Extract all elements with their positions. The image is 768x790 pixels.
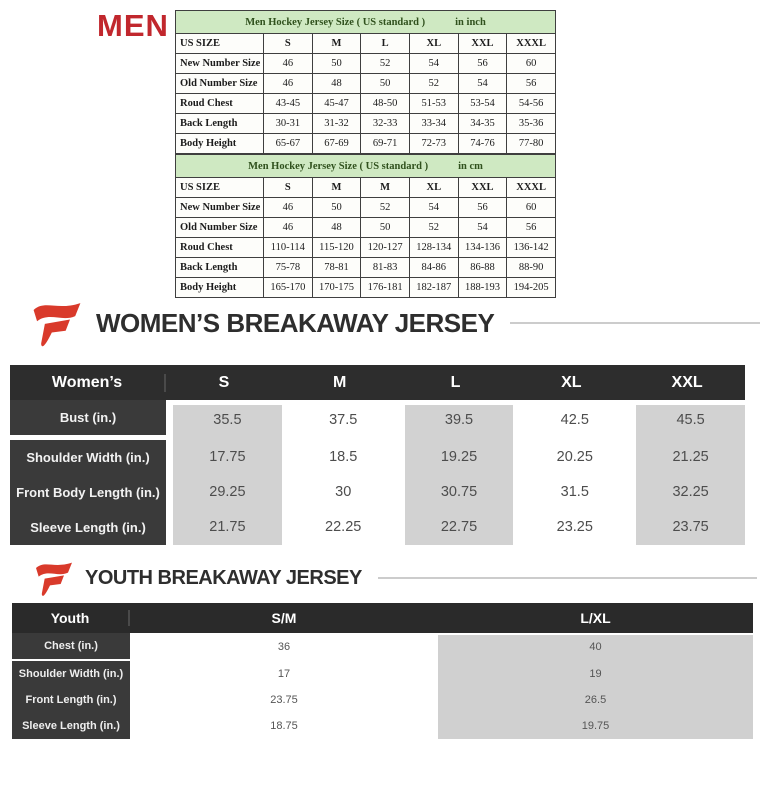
size-cell: 33-34 xyxy=(409,114,458,134)
corner-cell: US SIZE xyxy=(176,178,264,198)
womens-size-table xyxy=(10,365,745,545)
size-cell: 26.5 xyxy=(438,687,753,713)
size-cell: 54 xyxy=(458,218,507,238)
size-cell: 19 xyxy=(438,661,753,687)
men-size-tables xyxy=(175,10,556,298)
size-cell: 128-134 xyxy=(409,238,458,258)
caption-unit: in inch xyxy=(455,16,486,28)
size-cell: 69-71 xyxy=(361,134,410,154)
size-header-cell: M xyxy=(361,178,410,198)
corner-cell: US SIZE xyxy=(176,34,264,54)
size-cell: 48-50 xyxy=(361,94,410,114)
size-cell: 194-205 xyxy=(507,278,556,298)
size-cell: 86-88 xyxy=(458,258,507,278)
table-row xyxy=(176,94,556,114)
size-cell: 52 xyxy=(361,54,410,74)
row-label: Sleeve Length (in.) xyxy=(12,713,130,739)
size-cell: 56 xyxy=(458,198,507,218)
size-cell: 46 xyxy=(264,54,313,74)
size-cell: 36 xyxy=(130,633,438,661)
size-cell: 56 xyxy=(507,74,556,94)
size-cell: 120-127 xyxy=(361,238,410,258)
youth-table-body xyxy=(12,633,753,739)
table-row xyxy=(176,134,556,154)
row-label: Front Length (in.) xyxy=(12,687,130,713)
size-cell: 56 xyxy=(507,218,556,238)
table-row xyxy=(176,218,556,238)
size-cell: 20.25 xyxy=(556,449,593,465)
size-cell: 67-69 xyxy=(312,134,361,154)
size-cell: 60 xyxy=(507,54,556,74)
size-header-cell: M xyxy=(312,34,361,54)
row-label: Old Number Size xyxy=(176,74,264,94)
row-label: New Number Size xyxy=(176,198,264,218)
row-label: Roud Chest xyxy=(176,238,264,258)
size-header-cell: M xyxy=(312,178,361,198)
size-cell: 46 xyxy=(264,198,313,218)
size-cell: 48 xyxy=(312,74,361,94)
size-header-cell: XXXL xyxy=(507,178,556,198)
size-cell: 50 xyxy=(361,218,410,238)
womens-section-header xyxy=(30,296,760,350)
size-cell: 110-114 xyxy=(264,238,313,258)
caption-row xyxy=(176,11,556,34)
size-cell: 72-73 xyxy=(409,134,458,154)
caption-text xyxy=(176,17,555,28)
size-header-cell: XL xyxy=(561,373,582,391)
corner-cell: Women’s xyxy=(10,374,166,392)
size-cell: 60 xyxy=(507,198,556,218)
size-cell: 52 xyxy=(409,218,458,238)
size-cell: 54-56 xyxy=(507,94,556,114)
size-cell: 29.25 xyxy=(173,475,282,510)
size-cell: 51-53 xyxy=(409,94,458,114)
size-header-cell: M xyxy=(333,373,347,391)
size-cell: 54 xyxy=(458,74,507,94)
size-cell: 56 xyxy=(458,54,507,74)
size-cell: 45-47 xyxy=(312,94,361,114)
size-cell: 134-136 xyxy=(458,238,507,258)
fanatics-logo-icon xyxy=(30,297,84,349)
size-header-cell: L xyxy=(361,34,410,54)
size-cell: 37.5 xyxy=(289,400,398,440)
size-cell: 84-86 xyxy=(409,258,458,278)
row-label: Old Number Size xyxy=(176,218,264,238)
size-cell: 30.75 xyxy=(405,475,514,510)
row-label: Back Length xyxy=(176,114,264,134)
youth-size-table xyxy=(12,603,753,739)
size-cell: 35.5 xyxy=(173,400,282,440)
size-cell: 18.75 xyxy=(270,720,298,732)
size-cell: 176-181 xyxy=(361,278,410,298)
womens-table-body xyxy=(10,400,745,545)
size-cell: 17 xyxy=(277,668,291,680)
size-cell: 35-36 xyxy=(507,114,556,134)
size-cell: 23.75 xyxy=(636,510,745,545)
fanatics-logo-icon xyxy=(33,558,75,598)
table-row xyxy=(176,74,556,94)
size-cell: 32.25 xyxy=(636,475,745,510)
size-header-cell: XL xyxy=(409,178,458,198)
size-cell: 170-175 xyxy=(312,278,361,298)
row-label: Shoulder Width (in.) xyxy=(10,440,166,475)
size-header-cell: XL xyxy=(409,34,458,54)
size-cell: 18.5 xyxy=(329,449,358,465)
size-cell: 115-120 xyxy=(312,238,361,258)
size-header-cell: S/M xyxy=(271,610,297,626)
womens-section-title: WOMEN’S BREAKAWAY JERSEY xyxy=(96,307,495,338)
size-cell: 30-31 xyxy=(264,114,313,134)
size-cell: 54 xyxy=(409,54,458,74)
youth-section-title: YOUTH BREAKAWAY JERSEY xyxy=(85,566,362,589)
size-header-cell: L/XL xyxy=(580,610,611,626)
size-header-cell: XXXL xyxy=(507,34,556,54)
row-label: Bust (in.) xyxy=(10,400,166,435)
size-cell: 19.25 xyxy=(405,440,514,475)
row-label: New Number Size xyxy=(176,54,264,74)
size-cell: 46 xyxy=(264,74,313,94)
size-cell: 40 xyxy=(438,633,753,661)
table-row xyxy=(176,114,556,134)
size-cell: 165-170 xyxy=(264,278,313,298)
caption-main: Men Hockey Jersey Size ( US standard ) xyxy=(248,160,429,172)
size-cell: 21.25 xyxy=(636,440,745,475)
size-header-cell: S xyxy=(264,34,313,54)
size-header-cell: S xyxy=(264,178,313,198)
row-label: Sleeve Length (in.) xyxy=(10,510,166,545)
size-cell: 88-90 xyxy=(507,258,556,278)
size-cell: 53-54 xyxy=(458,94,507,114)
table-row xyxy=(176,278,556,298)
youth-section-header xyxy=(33,556,757,600)
size-cell: 17.75 xyxy=(173,440,282,475)
table-caption xyxy=(176,11,556,34)
size-header-row xyxy=(176,34,556,54)
size-cell: 39.5 xyxy=(405,400,514,440)
table-caption xyxy=(176,155,556,178)
caption-main: Men Hockey Jersey Size ( US standard ) xyxy=(245,16,426,28)
size-cell: 22.75 xyxy=(405,510,514,545)
size-cell: 50 xyxy=(312,54,361,74)
size-cell: 31.5 xyxy=(560,484,589,500)
table-row xyxy=(176,258,556,278)
womens-table-header xyxy=(10,365,745,400)
size-cell: 42.5 xyxy=(520,400,629,440)
caption-row xyxy=(176,155,556,178)
size-cell: 46 xyxy=(264,218,313,238)
size-cell: 21.75 xyxy=(173,510,282,545)
row-label: Shoulder Width (in.) xyxy=(12,661,130,687)
table-row xyxy=(176,54,556,74)
size-cell: 77-80 xyxy=(507,134,556,154)
men-size-table-cm xyxy=(175,154,556,298)
size-cell: 188-193 xyxy=(458,278,507,298)
size-cell: 45.5 xyxy=(636,400,745,440)
size-cell: 31-32 xyxy=(312,114,361,134)
size-cell: 19.75 xyxy=(438,713,753,739)
size-cell: 30 xyxy=(335,484,352,500)
row-label: Body Height xyxy=(176,134,264,154)
size-cell: 65-67 xyxy=(264,134,313,154)
size-header-cell: S xyxy=(218,373,230,391)
size-cell: 34-35 xyxy=(458,114,507,134)
size-cell: 50 xyxy=(361,74,410,94)
size-header-row xyxy=(176,178,556,198)
men-size-table-inch xyxy=(175,10,556,154)
youth-table-header xyxy=(12,603,753,633)
size-header-cell: XXL xyxy=(458,34,507,54)
size-cell: 136-142 xyxy=(507,238,556,258)
table-row xyxy=(176,238,556,258)
size-cell: 74-76 xyxy=(458,134,507,154)
size-cell: 81-83 xyxy=(361,258,410,278)
caption-text xyxy=(176,161,555,172)
size-cell: 43-45 xyxy=(264,94,313,114)
divider-line xyxy=(510,322,760,324)
size-cell: 50 xyxy=(312,198,361,218)
size-cell: 32-33 xyxy=(361,114,410,134)
caption-unit: in cm xyxy=(458,160,483,172)
row-label: Roud Chest xyxy=(176,94,264,114)
size-cell: 75-78 xyxy=(264,258,313,278)
size-cell: 54 xyxy=(409,198,458,218)
row-label: Body Height xyxy=(176,278,264,298)
row-label: Back Length xyxy=(176,258,264,278)
size-cell: 182-187 xyxy=(409,278,458,298)
size-cell: 23.75 xyxy=(270,694,298,706)
size-cell: 78-81 xyxy=(312,258,361,278)
row-label: Front Body Length (in.) xyxy=(10,475,166,510)
men-section-title: MEN xyxy=(97,8,169,43)
size-cell: 52 xyxy=(409,74,458,94)
table-row xyxy=(176,198,556,218)
divider-line xyxy=(378,577,757,579)
size-header-cell: L xyxy=(450,373,461,391)
size-cell: 23.25 xyxy=(556,519,593,535)
row-label: Chest (in.) xyxy=(12,633,130,659)
size-header-cell: XXL xyxy=(458,178,507,198)
corner-cell: Youth xyxy=(12,610,130,626)
size-header-cell: XXL xyxy=(671,373,703,391)
size-cell: 48 xyxy=(312,218,361,238)
size-cell: 22.25 xyxy=(325,519,362,535)
size-cell: 52 xyxy=(361,198,410,218)
